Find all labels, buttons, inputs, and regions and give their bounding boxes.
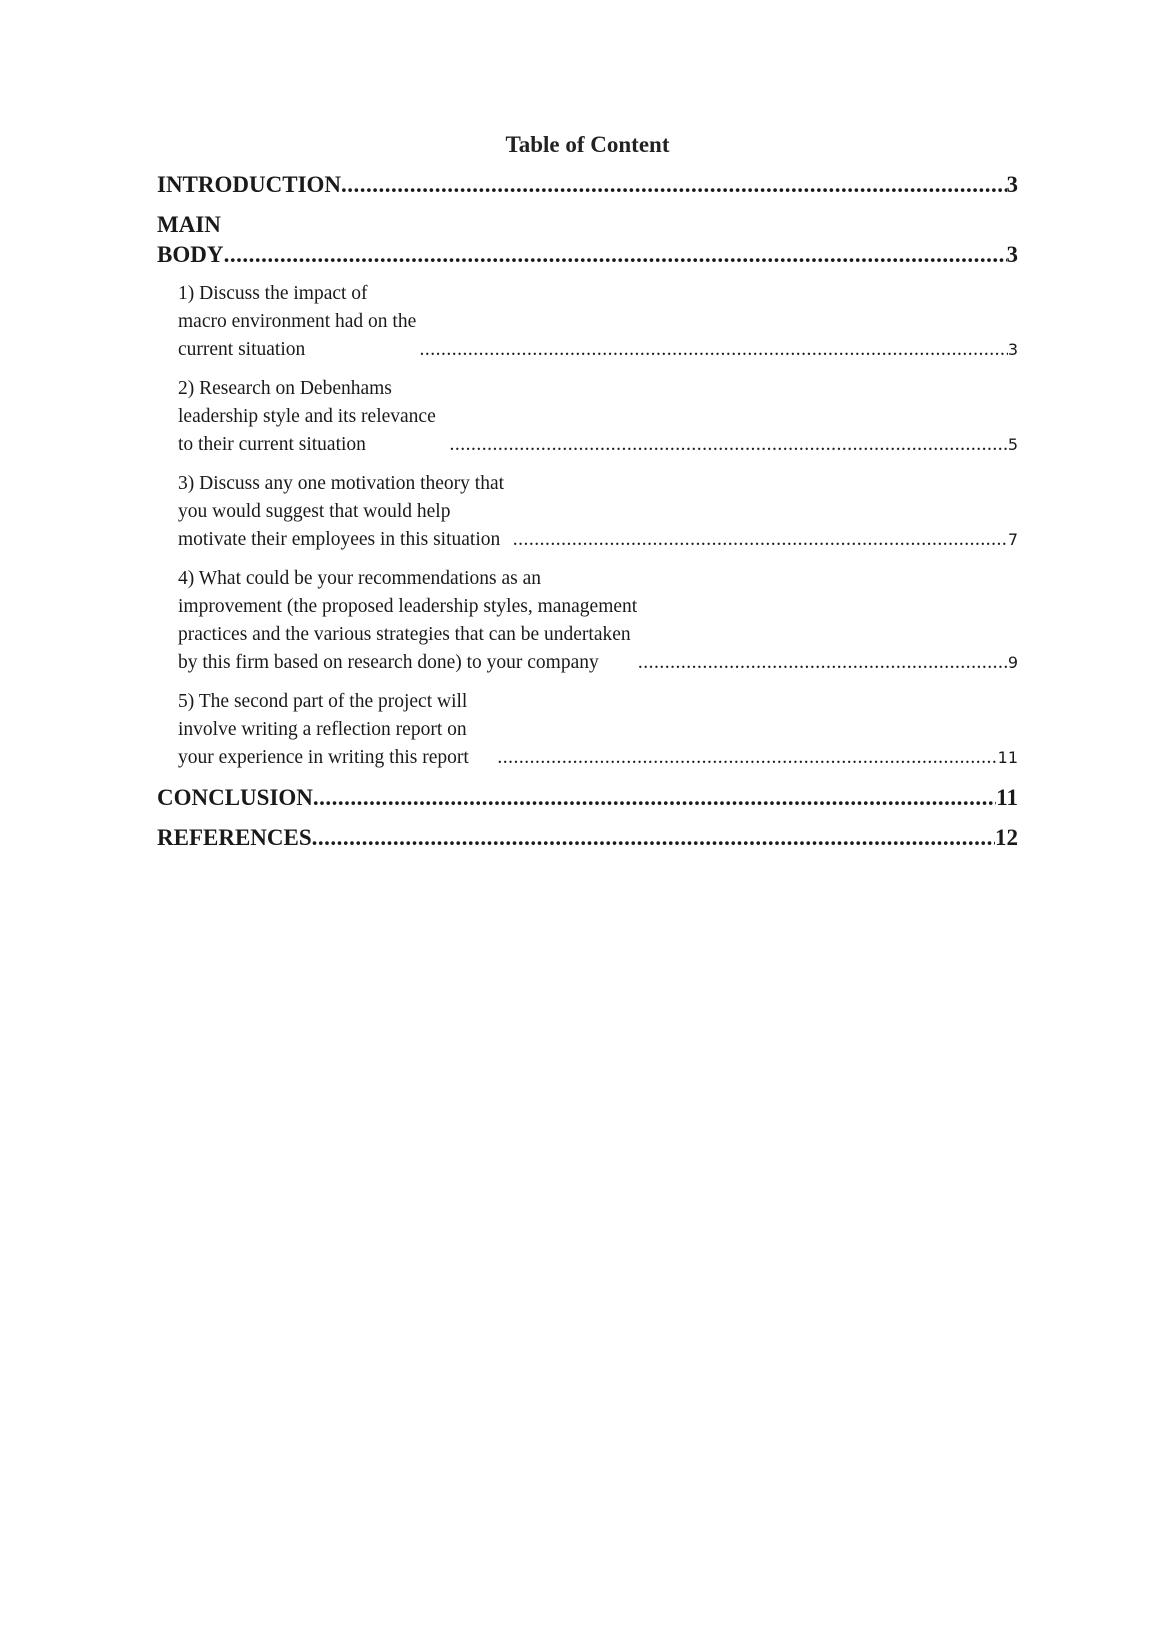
toc-entry-text: 1) Discuss the impact of macro environment had on the current situation bbox=[178, 283, 417, 360]
toc-dot-leader bbox=[341, 170, 1006, 200]
toc-entry-introduction[interactable] bbox=[157, 170, 1018, 200]
toc-entry-reflection-report[interactable] bbox=[157, 688, 1018, 772]
toc-entry-conclusion[interactable] bbox=[157, 783, 1018, 813]
toc-page-number: 3 bbox=[1006, 242, 1018, 267]
toc-dot-leader bbox=[497, 744, 997, 772]
toc-dot-leader bbox=[419, 336, 1007, 364]
toc-list bbox=[157, 170, 1018, 853]
toc-entry-macro-environment[interactable] bbox=[157, 280, 1018, 364]
document-page bbox=[157, 130, 1018, 863]
toc-dot-leader bbox=[450, 431, 1008, 459]
toc-page-number: 3 bbox=[1006, 172, 1018, 197]
toc-entry-text: INTRODUCTION bbox=[157, 172, 342, 197]
toc-entry-text: 4) What could be your recommendations as an improvement (the proposed leadership styles, management practices and the various strategies that can be undertaken by this firm based on research done) to your company bbox=[178, 568, 638, 673]
toc-entry-recommendations[interactable] bbox=[157, 565, 1018, 677]
toc-page-number: 7 bbox=[1007, 530, 1018, 549]
toc-title: Table of Content bbox=[505, 132, 670, 157]
toc-page-number: 5 bbox=[1007, 435, 1018, 454]
toc-dot-leader bbox=[312, 823, 995, 853]
toc-page-number: 9 bbox=[1007, 653, 1018, 672]
toc-entry-text: 5) The second part of the project will involve writing a reflection report on your experience in writing this report bbox=[178, 691, 469, 768]
toc-page-number: 12 bbox=[995, 825, 1018, 850]
toc-entry-leadership-style[interactable] bbox=[157, 375, 1018, 459]
toc-entry-main-body[interactable] bbox=[157, 210, 1018, 270]
toc-dot-leader bbox=[313, 783, 996, 813]
toc-entry-text: 2) Research on Debenhams leadership style and its relevance to their current situation bbox=[178, 378, 436, 455]
toc-entry-motivation-theory[interactable] bbox=[157, 470, 1018, 554]
toc-entry-text: CONCLUSION bbox=[157, 785, 313, 810]
toc-dot-leader bbox=[638, 649, 1008, 677]
toc-page-number: 11 bbox=[997, 748, 1018, 767]
toc-entry-references[interactable] bbox=[157, 823, 1018, 853]
toc-entry-text: MAIN BODY bbox=[157, 212, 224, 267]
toc-entry-text: REFERENCES bbox=[157, 825, 312, 850]
toc-dot-leader bbox=[224, 240, 1007, 270]
toc-page-number: 3 bbox=[1007, 340, 1018, 359]
toc-page-number: 11 bbox=[996, 785, 1018, 810]
toc-entry-text: 3) Discuss any one motivation theory that you would suggest that would help motivate their employees in this situation bbox=[178, 473, 505, 550]
toc-dot-leader bbox=[513, 526, 1008, 554]
